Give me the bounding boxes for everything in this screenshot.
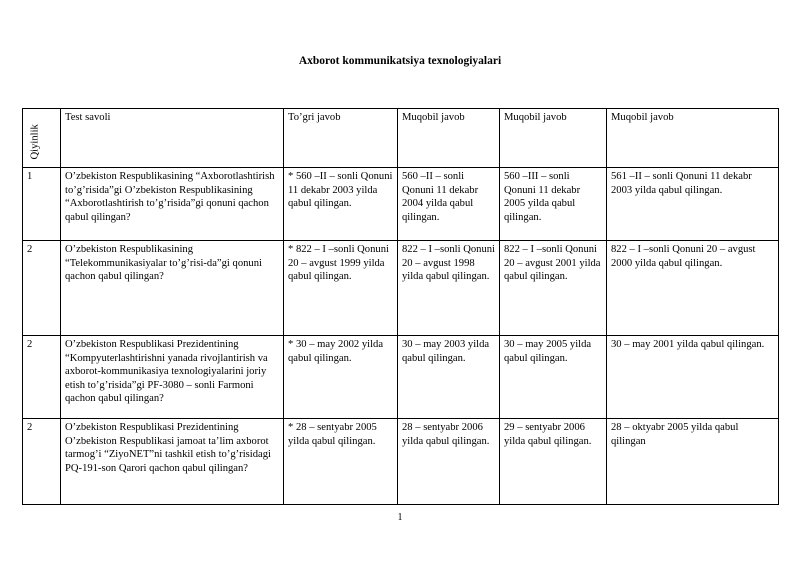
alternative-answer-cell: 29 – sentyabr 2006 yilda qabul qilingan. xyxy=(500,419,607,505)
alternative-answer-cell: 30 – may 2005 yilda qabul qilingan. xyxy=(500,336,607,419)
alternative-answer-cell: 30 – may 2003 yilda qabul qilingan. xyxy=(398,336,500,419)
document-title: Axborot kommunikatsiya texnologiyalari xyxy=(298,55,502,67)
table-row xyxy=(23,419,779,505)
header-alternative-3: Muqobil javob xyxy=(607,109,779,168)
alternative-answer-cell: 28 – oktyabr 2005 yilda qabul qilingan xyxy=(607,419,779,505)
table-row xyxy=(23,168,779,241)
table-header-row xyxy=(23,109,779,168)
question-cell: O’zbekiston Respublikasi Prezidentining O’zbekiston Respublikasi jamoat ta’lim axborot tarmog’i “ZiyoNET”ni tashkil etish to’g’risidagi PQ-191-son Qarori qachon qabul qilingan? xyxy=(61,419,284,505)
alternative-answer-cell: 822 – I –sonli Qonuni 20 – avgust 2000 yilda qabul qilingan. xyxy=(607,241,779,336)
question-cell: O’zbekiston Respublikasining “Telekommunikasiyalar to’g’risi-da”gi qonuni qachon qabul qilingan? xyxy=(61,241,284,336)
correct-answer-cell: * 30 – may 2002 yilda qabul qilingan. xyxy=(284,336,398,419)
question-cell: O’zbekiston Respublikasi Prezidentining “Kompyuterlashtirishni yanada rivojlantirish va axborot-kommunikasiya texnologiyalarini joriy etish to’g’risida”gi PF-3080 – sonli Farmoni qachon qabul qilingan? xyxy=(61,336,284,419)
question-cell: O’zbekiston Respublikasining “Axborotlashtirish to’g’risida”gi O’zbekiston Respublikasining “Axborotlashtirish to’g’risida”gi qonuni qachon qabul qilingan? xyxy=(61,168,284,241)
header-question: Test savoli xyxy=(61,109,284,168)
table-row xyxy=(23,336,779,419)
alternative-answer-cell: 28 – sentyabr 2006 yilda qabul qilingan. xyxy=(398,419,500,505)
difficulty-cell: 2 xyxy=(23,336,61,419)
table-row xyxy=(23,241,779,336)
test-questions-table xyxy=(22,108,779,505)
difficulty-cell: 1 xyxy=(23,168,61,241)
difficulty-cell: 2 xyxy=(23,419,61,505)
header-difficulty-label: Qiyinlik xyxy=(29,123,41,159)
header-alternative-1: Muqobil javob xyxy=(398,109,500,168)
correct-answer-cell: * 560 –II – sonli Qonuni 11 dekabr 2003 yilda qabul qilingan. xyxy=(284,168,398,241)
header-alternative-2: Muqobil javob xyxy=(500,109,607,168)
alternative-answer-cell: 822 – I –sonli Qonuni 20 – avgust 1998 yilda qabul qilingan. xyxy=(398,241,500,336)
correct-answer-cell: * 28 – sentyabr 2005 yilda qabul qilingan. xyxy=(284,419,398,505)
alternative-answer-cell: 560 –III – sonli Qonuni 11 dekabr 2005 yilda qabul qilingan. xyxy=(500,168,607,241)
alternative-answer-cell: 560 –II – sonli Qonuni 11 dekabr 2004 yilda qabul qilingan. xyxy=(398,168,500,241)
page-number: 1 xyxy=(397,512,403,523)
header-correct-answer: To’gri javob xyxy=(284,109,398,168)
alternative-answer-cell: 30 – may 2001 yilda qabul qilingan. xyxy=(607,336,779,419)
alternative-answer-cell: 822 – I –sonli Qonuni 20 – avgust 2001 yilda qabul qilingan. xyxy=(500,241,607,336)
correct-answer-cell: * 822 – I –sonli Qonuni 20 – avgust 1999 yilda qabul qilingan. xyxy=(284,241,398,336)
header-difficulty xyxy=(23,109,61,168)
difficulty-cell: 2 xyxy=(23,241,61,336)
alternative-answer-cell: 561 –II – sonli Qonuni 11 dekabr 2003 yilda qabul qilingan. xyxy=(607,168,779,241)
